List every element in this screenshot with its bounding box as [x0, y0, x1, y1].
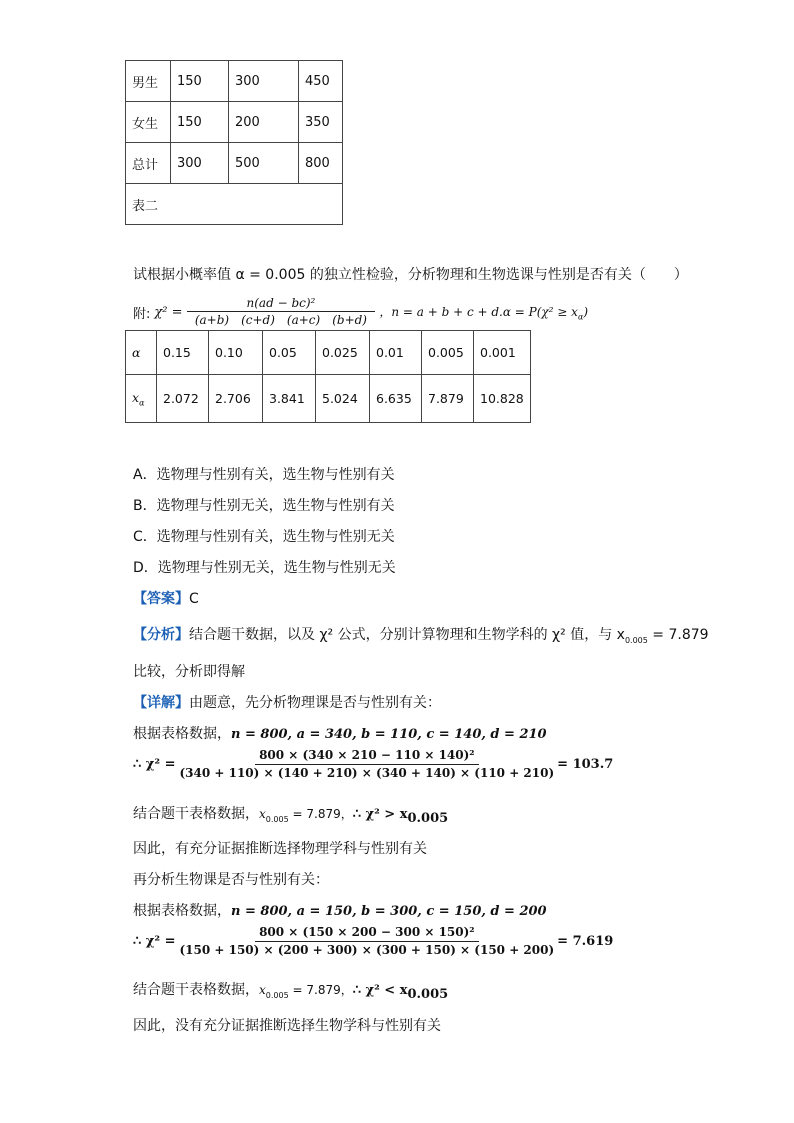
table-cell: 150 [171, 61, 229, 102]
table-cell: 300 [171, 143, 229, 184]
option-a: A．选物理与性别有关，选生物与性别有关 [133, 467, 395, 483]
table-cell: 2.072 [157, 375, 209, 423]
table-cell: $x_\alpha$ [126, 375, 157, 423]
biology-compare-line: 结合题干表格数据，$x_{0.005} = 7.879$，∴ $\chi^2 < x_{0.005}$ [133, 982, 449, 1002]
detail-intro: 【详解】由题意，先分析物理课是否与性别有关： [133, 695, 441, 711]
table-cell: 2.706 [209, 375, 263, 423]
option-c: C．选物理与性别有关，选生物与性别无关 [133, 529, 395, 545]
table-cell: 800 [299, 143, 343, 184]
chi-square-lhs: χ² = [154, 304, 183, 320]
table-cell: 500 [229, 143, 299, 184]
analysis-text-2: 比较，分析即得解 [133, 664, 245, 680]
biology-intro: 再分析生物课是否与性别有关： [133, 872, 329, 888]
formula-suffix: ，$n = a + b + c + d.\alpha = P(\chi^2 \ge x_\alpha)$ [379, 304, 589, 322]
table-cell: 女生 [126, 102, 171, 143]
detail-tag: 【详解】 [133, 695, 189, 711]
table-cell: 0.05 [263, 331, 316, 375]
biology-result: = 7.619 [557, 934, 614, 949]
analysis-tag: 【分析】 [133, 627, 189, 643]
formula-prefix: 附: [133, 306, 151, 322]
answer-line [133, 588, 199, 608]
table-cell: 0.005 [422, 331, 474, 375]
biology-conclusion: 因此，没有充分证据推断选择生物学科与性别有关 [133, 1018, 441, 1034]
physics-data-values: n = 800, a = 340, b = 110, c = 140, d = 210 [231, 727, 547, 742]
table-cell: 10.828 [474, 375, 531, 423]
table-cell: 150 [171, 102, 229, 143]
contingency-table-two [125, 60, 343, 225]
table-cell: 300 [229, 61, 299, 102]
option-d: D．选物理与性别无关，选生物与性别无关 [133, 560, 396, 576]
table-cell: 7.879 [422, 375, 474, 423]
chi-square-fraction [187, 296, 376, 328]
fraction-denominator: (a+b) (c+d) (a+c) (b+d) [194, 313, 367, 327]
table-cell: 0.025 [316, 331, 370, 375]
table-cell: 350 [299, 102, 343, 143]
table-row [126, 331, 531, 375]
fraction-numerator: n(ad − bc)² [187, 296, 376, 312]
critical-value-table [125, 330, 531, 423]
table-row [126, 375, 531, 423]
answer-tag: 【答案】 [133, 591, 189, 607]
biology-data-values: n = 800, a = 150, b = 300, c = 150, d = 200 [231, 904, 547, 919]
table-cell: 总计 [126, 143, 171, 184]
biology-fraction: $\frac{\text{800 × (150 × 200 − 300 × 150)²}}{(150 + 150) \times (200 + 300) \times (300 + 150) \times (150 + 200)}$ [179, 925, 555, 957]
table-cell: 3.841 [263, 375, 316, 423]
table-cell: 男生 [126, 61, 171, 102]
table-cell: α [126, 331, 157, 375]
physics-chi-square-equation: ∴ χ² = $\frac{\text{800 × (340 × 210 − 110 × 140)²}}{(340 + 110) \times (140 + 210) \times (340 + 140) \times (110 + 210)}$ = 103.7 [133, 748, 614, 780]
biology-data-line: 根据表格数据，n = 800, a = 150, b = 300, c = 150, d = 200 [133, 903, 547, 919]
analysis-text: 结合题干数据，以及 χ² 公式，分别计算物理和生物学科的 χ² 值，与 x [189, 627, 625, 643]
physics-compare-line: 结合题干表格数据，$x_{0.005} = 7.879$，∴ $\chi^2 > x_{0.005}$ [133, 806, 449, 826]
table-cell: 200 [229, 102, 299, 143]
formula-line [133, 296, 588, 328]
table-cell: 6.635 [370, 375, 422, 423]
physics-result: = 103.7 [557, 757, 614, 772]
option-b: B．选物理与性别无关，选生物与性别有关 [133, 498, 395, 514]
table-cell: 0.10 [209, 331, 263, 375]
table-cell: 450 [299, 61, 343, 102]
table-cell: 5.024 [316, 375, 370, 423]
physics-fraction: $\frac{\text{800 × (340 × 210 − 110 × 140)²}}{(340 + 110) \times (140 + 210) \times (340 + 140) \times (110 + 210)}$ [179, 748, 555, 780]
table-cell: 0.001 [474, 331, 531, 375]
answer-value: C [189, 591, 199, 607]
table-cell: 0.15 [157, 331, 209, 375]
physics-conclusion: 因此，有充分证据推断选择物理学科与性别有关 [133, 841, 427, 857]
table-cell: 0.01 [370, 331, 422, 375]
physics-data-line: 根据表格数据，n = 800, a = 340, b = 110, c = 140, d = 210 [133, 726, 547, 742]
analysis-line: 【分析】结合题干数据，以及 χ² 公式，分别计算物理和生物学科的 χ² 值，与 $x_{0.005} = 7.879$ [133, 627, 709, 645]
question-text: 试根据小概率值 α = 0.005 的独立性检验，分析物理和生物选课与性别是否有关（ ） [133, 267, 688, 283]
biology-chi-square-equation: ∴ χ² = $\frac{\text{800 × (150 × 200 − 300 × 150)²}}{(150 + 150) \times (200 + 300) \times (300 + 150) \times (150 + 200)}$ = 7.619 [133, 925, 614, 957]
table-caption: 表二 [126, 184, 343, 225]
